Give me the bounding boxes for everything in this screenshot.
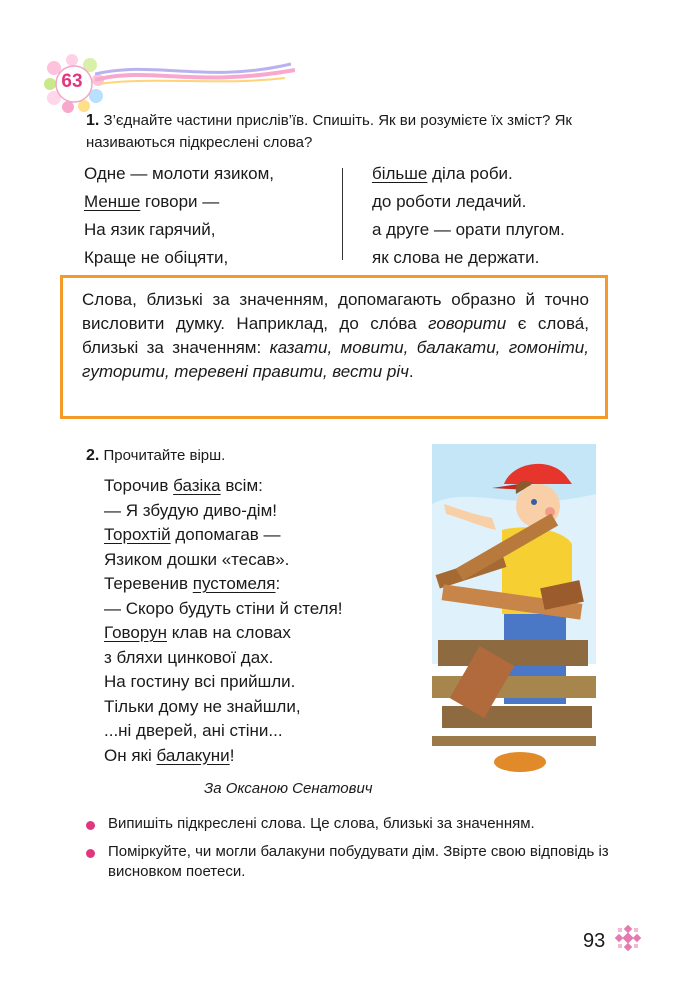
proverb-line: Краще не обіцяти, xyxy=(84,248,229,267)
poem-line: Теревенив пустомеля: xyxy=(104,574,281,593)
rule-text: Слова, близькі за значенням, допомагають образно й точно висловити думку. Наприклад, до сло́ва говорити є слова́, близькі за значенням: казати, мовити, балакати, гомоніти, гуторити, теревені правити, вести річ. xyxy=(82,290,589,381)
proverbs-right-column xyxy=(372,160,565,272)
poem xyxy=(104,474,343,768)
poem-line: Тільки дому не знайшли, xyxy=(104,696,301,716)
bullet-text: Поміркуйте, чи могли балакуни побудувати дім. Звірте свою відповідь із висновком поетеси. xyxy=(108,843,609,880)
boy-with-planks-illustration xyxy=(432,444,596,780)
task2-text: Прочитайте вірш. xyxy=(103,447,226,464)
decorative-swirl xyxy=(95,58,295,88)
poem-author: За Оксаною Сенатович xyxy=(204,780,373,797)
proverb-line: Одне — молоти язиком, xyxy=(84,164,275,183)
task1-text: З’єднайте частини прислів’їв. Спишіть. Як ви розумієте їх зміст? Як називаються підкреслені слова? xyxy=(86,112,572,151)
poem-line: — Скоро будуть стіни й стеля! xyxy=(104,598,343,618)
page-number: 93 xyxy=(583,930,606,952)
poem-line: — Я збудую диво-дім! xyxy=(104,500,277,520)
proverb-line: як слова не держати. xyxy=(372,248,540,267)
poem-line: Говорун клав на словах xyxy=(104,623,291,642)
task1-number: 1. xyxy=(86,112,100,129)
poem-line: Торохтій допомагав — xyxy=(104,525,281,544)
poem-line: На гостину всі прийшли. xyxy=(104,672,296,691)
poem-line: Он які балакуни! xyxy=(104,745,235,765)
task2-number: 2. xyxy=(86,447,100,464)
task1-instruction xyxy=(86,110,626,154)
poem-line: ...ні дверей, ані стіни... xyxy=(104,721,283,740)
poem-line: з бляхи цинкової дах. xyxy=(104,647,274,667)
proverb-line: На язик гарячий, xyxy=(84,220,216,239)
proverb-line: до роботи ледачий. xyxy=(372,192,527,211)
task2-instruction xyxy=(86,445,225,467)
proverb-line: Менше говори — xyxy=(84,192,220,211)
bullet-text: Випишіть підкреслені слова. Це слова, близькі за значенням. xyxy=(108,815,535,832)
ornament-icon xyxy=(614,924,642,952)
proverbs-left-column xyxy=(84,160,274,272)
bullet-dot-icon xyxy=(86,821,95,830)
poem-line: Торочив базіка всім: xyxy=(104,476,263,495)
proverb-line: більше діла роби. xyxy=(372,164,513,183)
rule-box xyxy=(60,275,608,419)
lesson-number: 63 xyxy=(61,71,83,92)
poem-line: Язиком дошки «тесав». xyxy=(104,549,290,569)
proverb-line: а друге — орати плугом. xyxy=(372,220,565,239)
bullet-dot-icon xyxy=(86,849,95,858)
column-divider xyxy=(342,168,343,260)
